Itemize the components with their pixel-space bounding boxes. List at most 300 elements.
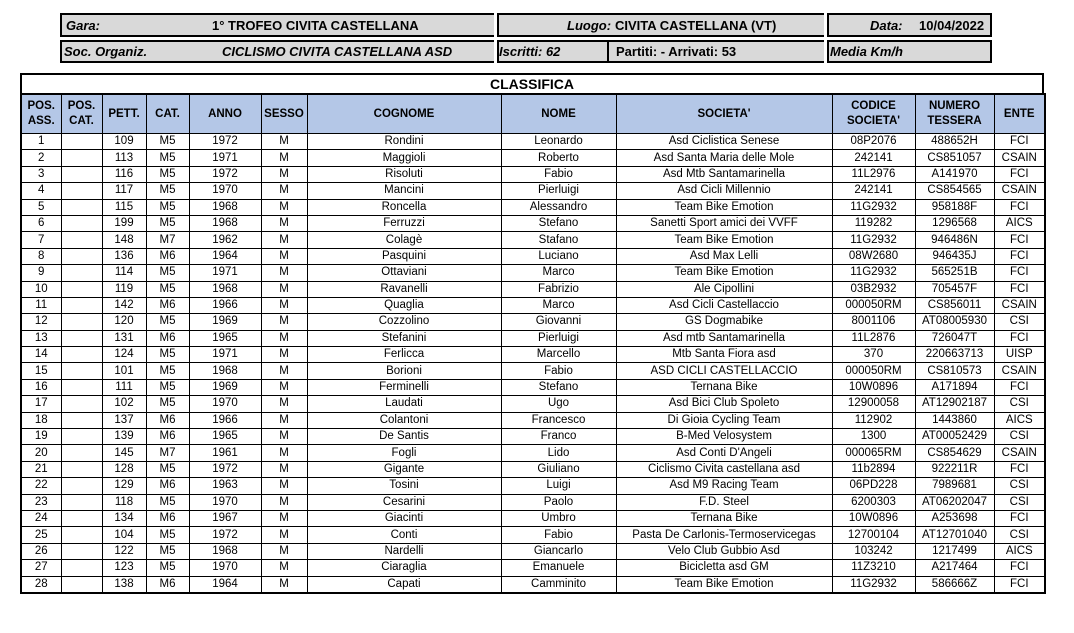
cell-numero-tessera: 705457F — [915, 281, 994, 297]
cell-ente: FCI — [994, 576, 1045, 593]
cell-pos-ass: 27 — [21, 560, 61, 576]
cell-ente: FCI — [994, 330, 1045, 346]
table-row — [21, 363, 1045, 379]
cell-societa: Ciclismo Civita castellana asd — [616, 461, 832, 477]
col-cognome: COGNOME — [307, 94, 501, 134]
cell-ente: FCI — [994, 265, 1045, 281]
cell-cat: M5 — [146, 166, 189, 182]
cell-societa: Asd Ciclistica Senese — [616, 134, 832, 150]
cell-sesso: M — [261, 494, 307, 510]
cell-cognome: Roncella — [307, 199, 501, 215]
cell-pos-cat — [61, 461, 102, 477]
cell-cat: M6 — [146, 576, 189, 593]
table-row — [21, 314, 1045, 330]
cell-societa: Velo Club Gubbio Asd — [616, 543, 832, 559]
cell-cognome: Risoluti — [307, 166, 501, 182]
cell-ente: AICS — [994, 412, 1045, 428]
cell-nome: Giancarlo — [501, 543, 616, 559]
cell-pos-ass: 18 — [21, 412, 61, 428]
cell-nome: Stafano — [501, 232, 616, 248]
cell-societa: Ternana Bike — [616, 379, 832, 395]
cell-societa: Di Gioia Cycling Team — [616, 412, 832, 428]
cell-codice-societa: 08P2076 — [832, 134, 915, 150]
soc-label: Soc. Organiz. — [64, 44, 148, 59]
table-row — [21, 215, 1045, 231]
cell-pos-cat — [61, 527, 102, 543]
cell-sesso: M — [261, 183, 307, 199]
cell-numero-tessera: AT08005930 — [915, 314, 994, 330]
cell-pos-ass: 11 — [21, 297, 61, 313]
cell-codice-societa: 08W2680 — [832, 248, 915, 264]
cell-numero-tessera: 565251B — [915, 265, 994, 281]
cell-ente: FCI — [994, 232, 1045, 248]
cell-nome: Emanuele — [501, 560, 616, 576]
cell-numero-tessera: CS851057 — [915, 150, 994, 166]
cell-pos-cat — [61, 510, 102, 526]
table-row — [21, 166, 1045, 182]
cell-numero-tessera: 726047T — [915, 330, 994, 346]
cell-pos-ass: 13 — [21, 330, 61, 346]
cell-pos-cat — [61, 330, 102, 346]
cell-nome: Umbro — [501, 510, 616, 526]
cell-numero-tessera: 946486N — [915, 232, 994, 248]
cell-numero-tessera: 1217499 — [915, 543, 994, 559]
cell-pett: 119 — [102, 281, 146, 297]
table-row — [21, 396, 1045, 412]
cell-societa: Asd Cicli Millennio — [616, 183, 832, 199]
cell-anno: 1965 — [189, 429, 261, 445]
table-row — [21, 347, 1045, 363]
cell-cognome: Fogli — [307, 445, 501, 461]
cell-societa: Sanetti Sport amici dei VVFF — [616, 215, 832, 231]
cell-ente: CSI — [994, 494, 1045, 510]
cell-codice-societa: 8001106 — [832, 314, 915, 330]
cell-pos-cat — [61, 281, 102, 297]
col-pos-ass-line2: ASS. — [27, 115, 55, 127]
cell-societa: F.D. Steel — [616, 494, 832, 510]
col-sesso: SESSO — [261, 94, 307, 134]
cell-pos-ass: 2 — [21, 150, 61, 166]
cell-nome: Camminito — [501, 576, 616, 593]
cell-nome: Luciano — [501, 248, 616, 264]
cell-pett: 115 — [102, 199, 146, 215]
cell-numero-tessera: 922211R — [915, 461, 994, 477]
cell-pos-ass: 20 — [21, 445, 61, 461]
cell-sesso: M — [261, 248, 307, 264]
col-pos-cat-line1: POS. — [67, 100, 96, 112]
cell-cognome: De Santis — [307, 429, 501, 445]
cell-numero-tessera: 946435J — [915, 248, 994, 264]
cell-pos-cat — [61, 412, 102, 428]
cell-pos-cat — [61, 576, 102, 593]
cell-ente: FCI — [994, 134, 1045, 150]
cell-cognome: Cesarini — [307, 494, 501, 510]
cell-cat: M6 — [146, 510, 189, 526]
cell-pett: 129 — [102, 478, 146, 494]
cell-pett: 148 — [102, 232, 146, 248]
cell-sesso: M — [261, 576, 307, 593]
cell-sesso: M — [261, 527, 307, 543]
cell-cat: M6 — [146, 248, 189, 264]
results-table — [20, 93, 1046, 594]
cell-codice-societa: 11G2932 — [832, 199, 915, 215]
cell-pos-cat — [61, 314, 102, 330]
table-row — [21, 445, 1045, 461]
cell-anno: 1970 — [189, 494, 261, 510]
cell-pett: 128 — [102, 461, 146, 477]
cell-nome: Luigi — [501, 478, 616, 494]
cell-anno: 1962 — [189, 232, 261, 248]
cell-numero-tessera: AT12902187 — [915, 396, 994, 412]
cell-codice-societa: 11L2976 — [832, 166, 915, 182]
cell-sesso: M — [261, 281, 307, 297]
cell-nome: Paolo — [501, 494, 616, 510]
cell-codice-societa: 6200303 — [832, 494, 915, 510]
cell-pos-cat — [61, 150, 102, 166]
cell-anno: 1964 — [189, 248, 261, 264]
cell-anno: 1971 — [189, 265, 261, 281]
cell-ente: FCI — [994, 560, 1045, 576]
cell-cat: M5 — [146, 134, 189, 150]
cell-sesso: M — [261, 265, 307, 281]
cell-cognome: Stefanini — [307, 330, 501, 346]
luogo-label: Luogo: — [567, 17, 612, 33]
cell-societa: Asd Santa Maria delle Mole — [616, 150, 832, 166]
cell-anno: 1968 — [189, 199, 261, 215]
cell-pos-ass: 25 — [21, 527, 61, 543]
cell-anno: 1968 — [189, 215, 261, 231]
cell-ente: FCI — [994, 248, 1045, 264]
cell-cognome: Cozzolino — [307, 314, 501, 330]
gara-label: Gara: — [66, 17, 100, 33]
table-row — [21, 478, 1045, 494]
col-numero-line1: NUMERO — [928, 100, 981, 112]
cell-nome: Fabrizio — [501, 281, 616, 297]
cell-pett: 145 — [102, 445, 146, 461]
cell-ente: FCI — [994, 199, 1045, 215]
cell-anno: 1970 — [189, 396, 261, 412]
table-row — [21, 510, 1045, 526]
cell-pett: 118 — [102, 494, 146, 510]
table-row — [21, 330, 1045, 346]
cell-cognome: Ottaviani — [307, 265, 501, 281]
cell-pett: 136 — [102, 248, 146, 264]
cell-anno: 1964 — [189, 576, 261, 593]
cell-ente: CSAIN — [994, 150, 1045, 166]
table-row — [21, 265, 1045, 281]
cell-societa: Asd M9 Racing Team — [616, 478, 832, 494]
cell-nome: Stefano — [501, 379, 616, 395]
cell-societa: Mtb Santa Fiora asd — [616, 347, 832, 363]
cell-societa: Team Bike Emotion — [616, 199, 832, 215]
cell-codice-societa: 242141 — [832, 150, 915, 166]
cell-societa: Asd Bici Club Spoleto — [616, 396, 832, 412]
cell-codice-societa: 06PD228 — [832, 478, 915, 494]
cell-codice-societa: 103242 — [832, 543, 915, 559]
cell-numero-tessera: A217464 — [915, 560, 994, 576]
cell-pett: 111 — [102, 379, 146, 395]
cell-ente: FCI — [994, 281, 1045, 297]
cell-societa: GS Dogmabike — [616, 314, 832, 330]
cell-anno: 1963 — [189, 478, 261, 494]
col-anno: ANNO — [189, 94, 261, 134]
table-row — [21, 560, 1045, 576]
soc-value: CICLISMO CIVITA CASTELLANA ASD — [222, 44, 453, 59]
table-row — [21, 379, 1045, 395]
cell-nome: Fabio — [501, 527, 616, 543]
cell-cat: M6 — [146, 429, 189, 445]
cell-numero-tessera: 958188F — [915, 199, 994, 215]
cell-societa: Bicicletta asd GM — [616, 560, 832, 576]
cell-cat: M7 — [146, 232, 189, 248]
partiti-arrivati: Partiti: - Arrivati: 53 — [616, 44, 737, 59]
cell-numero-tessera: AT06202047 — [915, 494, 994, 510]
cell-pos-ass: 23 — [21, 494, 61, 510]
cell-cognome: Ferruzzi — [307, 215, 501, 231]
cell-nome: Lido — [501, 445, 616, 461]
cell-numero-tessera: CS810573 — [915, 363, 994, 379]
cell-nome: Ugo — [501, 396, 616, 412]
cell-pos-cat — [61, 232, 102, 248]
cell-cat: M5 — [146, 560, 189, 576]
cell-numero-tessera: CS856011 — [915, 297, 994, 313]
cell-sesso: M — [261, 560, 307, 576]
cell-sesso: M — [261, 347, 307, 363]
table-row — [21, 494, 1045, 510]
cell-pos-cat — [61, 166, 102, 182]
cell-pos-cat — [61, 215, 102, 231]
cell-nome: Stefano — [501, 215, 616, 231]
cell-pett: 117 — [102, 183, 146, 199]
table-row — [21, 248, 1045, 264]
cell-anno: 1972 — [189, 134, 261, 150]
cell-numero-tessera: 220663713 — [915, 347, 994, 363]
cell-sesso: M — [261, 215, 307, 231]
cell-cognome: Rondini — [307, 134, 501, 150]
cell-pos-ass: 6 — [21, 215, 61, 231]
cell-ente: CSI — [994, 429, 1045, 445]
cell-pett: 109 — [102, 134, 146, 150]
cell-codice-societa: 12900058 — [832, 396, 915, 412]
cell-pos-ass: 5 — [21, 199, 61, 215]
cell-cognome: Ravanelli — [307, 281, 501, 297]
cell-cognome: Colagè — [307, 232, 501, 248]
cell-codice-societa: 10W0896 — [832, 510, 915, 526]
cell-cognome: Tosini — [307, 478, 501, 494]
cell-cat: M5 — [146, 265, 189, 281]
cell-pett: 104 — [102, 527, 146, 543]
cell-societa: Ternana Bike — [616, 510, 832, 526]
cell-ente: FCI — [994, 166, 1045, 182]
cell-pos-ass: 15 — [21, 363, 61, 379]
cell-pett: 102 — [102, 396, 146, 412]
cell-ente: CSAIN — [994, 183, 1045, 199]
cell-anno: 1970 — [189, 183, 261, 199]
cell-cognome: Ciaraglia — [307, 560, 501, 576]
cell-pos-ass: 7 — [21, 232, 61, 248]
cell-nome: Fabio — [501, 363, 616, 379]
cell-anno: 1972 — [189, 461, 261, 477]
col-ente: ENTE — [994, 94, 1045, 134]
cell-codice-societa: 000050RM — [832, 297, 915, 313]
col-pett: PETT. — [102, 94, 146, 134]
cell-cat: M5 — [146, 543, 189, 559]
cell-pett: 101 — [102, 363, 146, 379]
cell-ente: CSI — [994, 478, 1045, 494]
table-row — [21, 527, 1045, 543]
cell-pos-ass: 16 — [21, 379, 61, 395]
cell-ente: FCI — [994, 379, 1045, 395]
cell-pos-cat — [61, 396, 102, 412]
cell-cat: M5 — [146, 281, 189, 297]
cell-nome: Francesco — [501, 412, 616, 428]
cell-nome: Pierluigi — [501, 183, 616, 199]
cell-numero-tessera: A171894 — [915, 379, 994, 395]
cell-pett: 131 — [102, 330, 146, 346]
cell-pos-ass: 12 — [21, 314, 61, 330]
results-body — [21, 134, 1045, 593]
cell-anno: 1970 — [189, 560, 261, 576]
cell-pos-ass: 8 — [21, 248, 61, 264]
cell-cognome: Giacinti — [307, 510, 501, 526]
cell-societa: Asd Cicli Castellaccio — [616, 297, 832, 313]
cell-codice-societa: 000065RM — [832, 445, 915, 461]
table-row — [21, 461, 1045, 477]
cell-sesso: M — [261, 134, 307, 150]
luogo-value: CIVITA CASTELLANA (VT) — [615, 17, 777, 33]
cell-pos-cat — [61, 478, 102, 494]
cell-sesso: M — [261, 232, 307, 248]
cell-pos-cat — [61, 363, 102, 379]
cell-nome: Leonardo — [501, 134, 616, 150]
cell-anno: 1969 — [189, 314, 261, 330]
cell-cat: M7 — [146, 445, 189, 461]
iscritti: Iscritti: 62 — [499, 44, 561, 59]
cell-societa: B-Med Velosystem — [616, 429, 832, 445]
cell-cognome: Gigante — [307, 461, 501, 477]
cell-cognome: Ferminelli — [307, 379, 501, 395]
cell-numero-tessera: A141970 — [915, 166, 994, 182]
cell-pos-ass: 24 — [21, 510, 61, 526]
cell-codice-societa: 1300 — [832, 429, 915, 445]
cell-pos-ass: 9 — [21, 265, 61, 281]
cell-pos-cat — [61, 347, 102, 363]
cell-anno: 1966 — [189, 297, 261, 313]
cell-sesso: M — [261, 166, 307, 182]
cell-cat: M5 — [146, 347, 189, 363]
cell-societa: Asd mtb Santamarinella — [616, 330, 832, 346]
cell-pett: 124 — [102, 347, 146, 363]
cell-anno: 1972 — [189, 166, 261, 182]
cell-codice-societa: 11b2894 — [832, 461, 915, 477]
cell-nome: Franco — [501, 429, 616, 445]
cell-pett: 120 — [102, 314, 146, 330]
cell-pos-ass: 3 — [21, 166, 61, 182]
cell-anno: 1966 — [189, 412, 261, 428]
cell-societa: Asd Mtb Santamarinella — [616, 166, 832, 182]
cell-pos-cat — [61, 379, 102, 395]
cell-numero-tessera: AT12701040 — [915, 527, 994, 543]
col-cat: CAT. — [146, 94, 189, 134]
cell-pos-ass: 19 — [21, 429, 61, 445]
cell-pos-cat — [61, 560, 102, 576]
divider — [827, 15, 829, 35]
table-header-row — [21, 94, 1045, 134]
cell-societa: Asd Max Lelli — [616, 248, 832, 264]
cell-sesso: M — [261, 543, 307, 559]
cell-pett: 116 — [102, 166, 146, 182]
data-label: Data: — [870, 17, 903, 33]
cell-sesso: M — [261, 412, 307, 428]
cell-ente: CSAIN — [994, 363, 1045, 379]
cell-nome: Roberto — [501, 150, 616, 166]
cell-pett: 113 — [102, 150, 146, 166]
col-pos-cat — [61, 94, 102, 134]
cell-ente: CSI — [994, 396, 1045, 412]
header-race-info — [60, 13, 992, 37]
cell-pett: 142 — [102, 297, 146, 313]
cell-cognome: Laudati — [307, 396, 501, 412]
cell-pos-cat — [61, 494, 102, 510]
cell-ente: FCI — [994, 510, 1045, 526]
cell-anno: 1969 — [189, 379, 261, 395]
cell-sesso: M — [261, 297, 307, 313]
cell-sesso: M — [261, 379, 307, 395]
cell-cat: M5 — [146, 215, 189, 231]
cell-cognome: Capati — [307, 576, 501, 593]
cell-anno: 1968 — [189, 543, 261, 559]
cell-sesso: M — [261, 150, 307, 166]
divider — [827, 42, 829, 61]
cell-cat: M5 — [146, 363, 189, 379]
cell-pett: 134 — [102, 510, 146, 526]
cell-cognome: Conti — [307, 527, 501, 543]
cell-numero-tessera: 488652H — [915, 134, 994, 150]
cell-cat: M5 — [146, 199, 189, 215]
cell-pos-cat — [61, 199, 102, 215]
cell-cat: M5 — [146, 494, 189, 510]
cell-numero-tessera: A253698 — [915, 510, 994, 526]
col-numero-line2: TESSERA — [927, 115, 982, 127]
cell-nome: Giuliano — [501, 461, 616, 477]
cell-numero-tessera: 1296568 — [915, 215, 994, 231]
table-row — [21, 281, 1045, 297]
table-row — [21, 412, 1045, 428]
cell-anno: 1971 — [189, 347, 261, 363]
cell-numero-tessera: CS854565 — [915, 183, 994, 199]
cell-ente: CSI — [994, 314, 1045, 330]
cell-pos-cat — [61, 248, 102, 264]
cell-anno: 1961 — [189, 445, 261, 461]
cell-cognome: Pasquini — [307, 248, 501, 264]
cell-codice-societa: 11L2876 — [832, 330, 915, 346]
cell-pos-cat — [61, 265, 102, 281]
cell-societa: ASD CICLI CASTELLACCIO — [616, 363, 832, 379]
cell-cat: M5 — [146, 527, 189, 543]
cell-pos-ass: 17 — [21, 396, 61, 412]
media-kmh: Media Km/h — [830, 44, 903, 59]
divider — [497, 15, 499, 35]
table-row — [21, 576, 1045, 593]
cell-pos-ass: 4 — [21, 183, 61, 199]
cell-cognome: Ferlicca — [307, 347, 501, 363]
cell-codice-societa: 10W0896 — [832, 379, 915, 395]
cell-sesso: M — [261, 363, 307, 379]
cell-anno: 1971 — [189, 150, 261, 166]
table-row — [21, 134, 1045, 150]
table-row — [21, 543, 1045, 559]
cell-pos-ass: 21 — [21, 461, 61, 477]
